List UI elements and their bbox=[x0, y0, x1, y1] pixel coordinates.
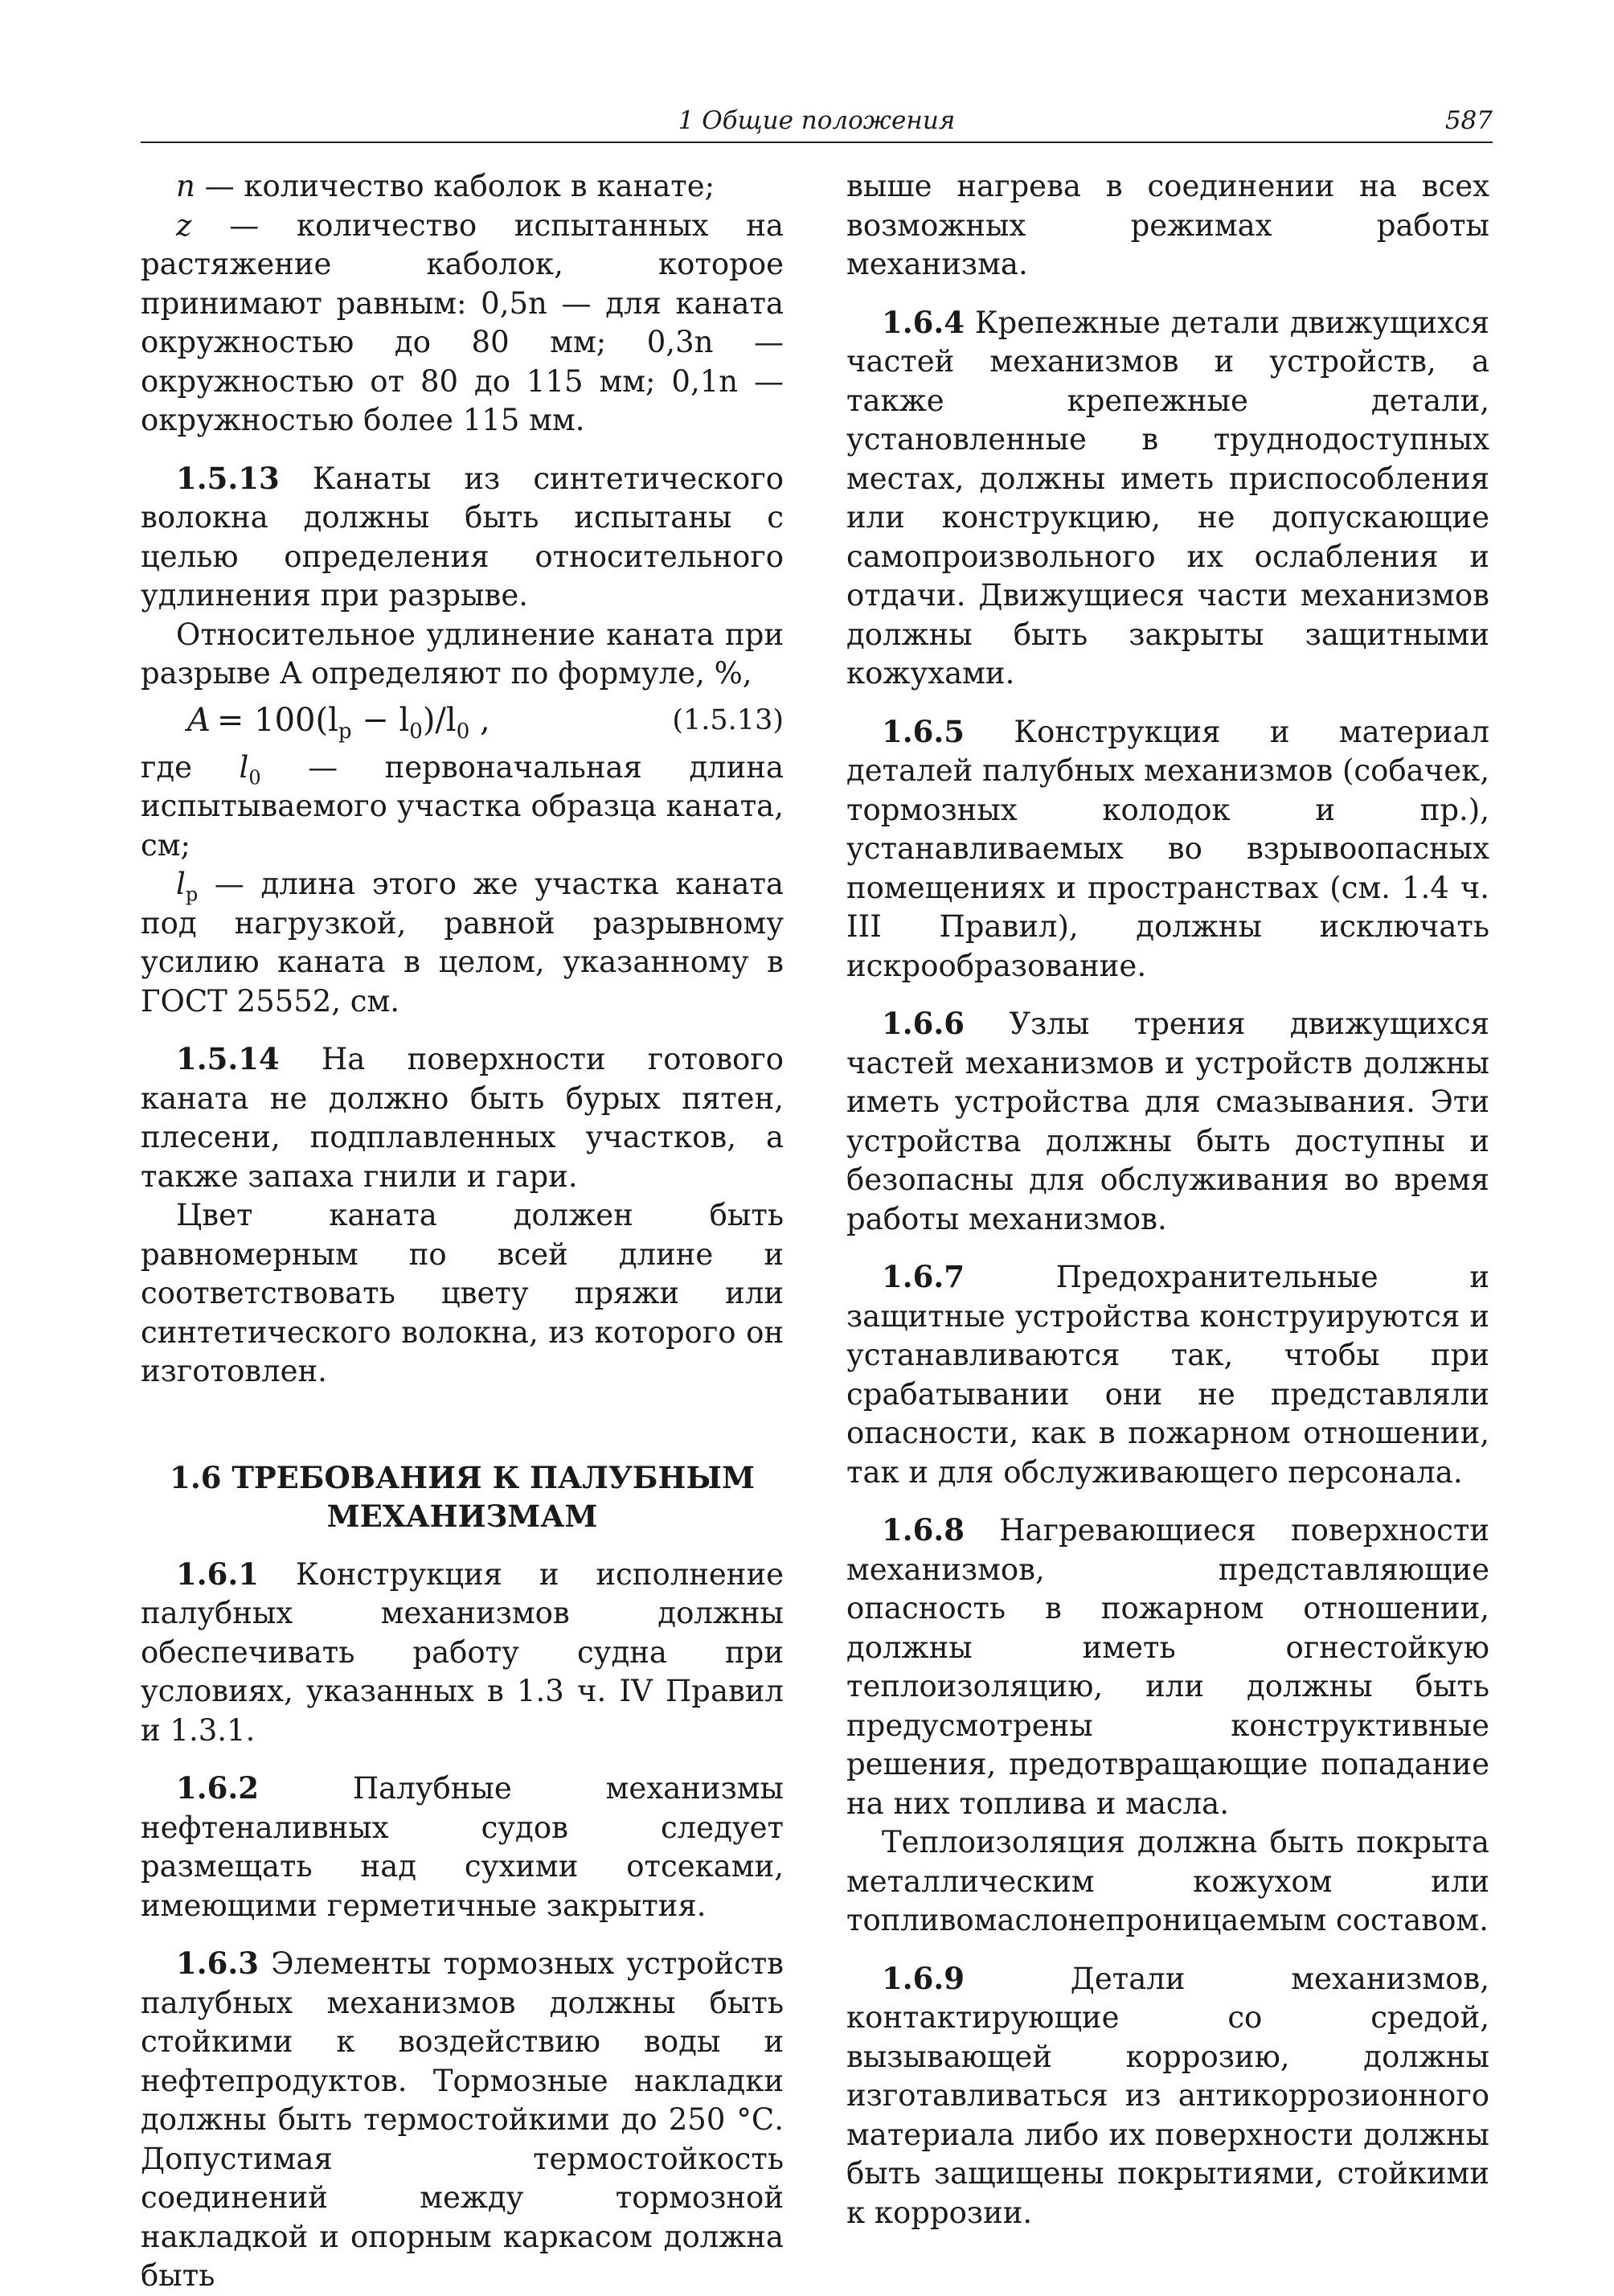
section-number: 1.6.1 bbox=[176, 1556, 259, 1592]
section-number: 1.6.9 bbox=[882, 1960, 965, 1996]
section-text: Детали механизмов, контактирующие со средой, вызывающей коррозию, должны изготавливаться из антикоррозионного материала либо их поверхности должны быть защищены покрытиями, стойкими к коррозии. bbox=[846, 1961, 1489, 2230]
section-text: Конструкция и исполнение палубных механизмов должны обеспечивать работу судна при условиях, указанных в 1.3 ч. IV Правил и 1.3.1. bbox=[141, 1556, 784, 1748]
section-number: 1.6.7 bbox=[882, 1259, 965, 1294]
formula-expression: $A = 100(l_p - l_0)/l_0$ , bbox=[187, 702, 490, 744]
where-lp: $l_p$ — длина этого же участка каната под нагрузкой, равной разрывному усилию каната в целом, указанному в ГОСТ 25552, см. bbox=[141, 867, 784, 1019]
section-1-6-8 bbox=[846, 1511, 1489, 1823]
section-1-6-6 bbox=[846, 1004, 1489, 1239]
section-1-6-5 bbox=[846, 712, 1489, 986]
right-column bbox=[846, 167, 1489, 2232]
header-section-title: 1 Общие положения bbox=[678, 106, 956, 135]
page-number: 587 bbox=[1444, 106, 1493, 135]
formula-1-5-13 bbox=[141, 699, 784, 744]
section-text: Крепежные детали движущихся частей механизмов и устройств, а также крепежные детали, установленные в труднодоступных местах, должны иметь приспособления или конструкцию, не допускающие самопроизвольного их ослабления и отдачи. Движущиеся части механизмов должны быть закрыты защитными кожухами. bbox=[846, 305, 1489, 691]
section-1-6-1 bbox=[141, 1555, 784, 1751]
section-text: Элементы тормозных устройств палубных механизмов должны быть стойкими к воздействию воды и нефтепродуктов. Тормозные накладки должны быть термостойкими до 250 °С. Допустимая термостойкость соединений между тормозной накладкой и опорным каркасом должна быть bbox=[141, 1946, 784, 2293]
section-1-6-2 bbox=[141, 1769, 784, 1925]
section-1-5-13-para2: Относительное удлинение каната при разрыве A определяют по формуле, %, bbox=[141, 617, 784, 691]
section-number: 1.6.3 bbox=[176, 1945, 259, 1981]
definition-n bbox=[141, 167, 784, 207]
section-1-6-3 bbox=[141, 1944, 784, 2296]
section-text: На поверхности готового каната не должно быть бурых пятен, плесени, подплавленных участков, а также запаха гнили и гари. bbox=[141, 1042, 784, 1194]
section-text: Предохранительные и защитные устройства конструируются и устанавливаются так, чтобы при срабатывании они не представляли опасности, как в пожарном отношении, так и для обслуживающего персонала. bbox=[846, 1260, 1489, 1490]
section-1-5-14 bbox=[141, 1039, 784, 1196]
section-text: Нагревающиеся поверхности механизмов, представляющие опасность в пожарном отношении, должны иметь огнестойкую теплоизоляцию, или должны быть предусмотрены конструктивные решения, предотвращающие попадание на них топлива и масла. bbox=[846, 1513, 1489, 1821]
left-column bbox=[141, 167, 784, 2296]
definition-n-text: — количество каболок в канате; bbox=[195, 169, 715, 203]
section-number: 1.6.2 bbox=[176, 1770, 259, 1806]
section-number: 1.5.14 bbox=[176, 1041, 280, 1076]
heading-line-2: МЕХАНИЗМАМ bbox=[326, 1499, 598, 1534]
formula-number: (1.5.13) bbox=[672, 704, 784, 737]
definition-z-text: — количество испытанных на растяжение каболок, которое принимают равным: 0,5n — для каната окружностью до 80 мм; 0,3n — окружностью от 80 до 115 мм; 0,1n — окружностью более 115 мм. bbox=[141, 207, 784, 437]
section-1-6-9 bbox=[846, 1959, 1489, 2233]
section-1-6-4 bbox=[846, 303, 1489, 694]
section-number: 1.6.8 bbox=[882, 1512, 965, 1548]
var-n: n bbox=[176, 169, 195, 203]
section-1-5-13 bbox=[141, 459, 784, 616]
heading-line-1: 1.6 ТРЕБОВАНИЯ К ПАЛУБНЫМ bbox=[170, 1459, 755, 1495]
section-number: 1.6.6 bbox=[882, 1006, 965, 1041]
section-1-6-7 bbox=[846, 1257, 1489, 1492]
section-text: Конструкция и материал деталей палубных механизмов (собачек, тормозных колодок и пр.), устанавливаемых во взрывоопасных помещениях и пространствах (см. 1.4 ч. III Правил), должны исключать искрообразование. bbox=[846, 714, 1489, 983]
where-l0: где $l_0$ — первоначальная длина испытываемого участка образца каната, см; bbox=[141, 749, 784, 863]
section-1-6-3-continued: выше нагрева в соединении на всех возможных режимах работы механизма. bbox=[846, 169, 1489, 281]
section-number: 1.5.13 bbox=[176, 460, 280, 496]
heading-1-6 bbox=[141, 1458, 784, 1536]
definition-z bbox=[141, 207, 784, 441]
section-1-6-8-para2: Теплоизоляция должна быть покрыта металлическим кожухом или топливомаслонепроницаемым составом. bbox=[846, 1825, 1489, 1937]
section-text: Канаты из синтетического волокна должны быть испытаны с целью определения относительного удлинения при разрыве. bbox=[141, 461, 784, 613]
section-number: 1.6.5 bbox=[882, 713, 965, 749]
section-text: Узлы трения движущихся частей механизмов и устройств должны иметь устройства для смазывания. Эти устройства должны быть доступны и безопасны для обслуживания во время работы механизмов. bbox=[846, 1007, 1489, 1236]
section-1-5-14-para2: Цвет каната должен быть равномерным по всей длине и соответствовать цвету пряжи или синтетического волокна, из которого он изготовлен. bbox=[141, 1198, 784, 1388]
var-z: z bbox=[176, 207, 192, 243]
running-header bbox=[141, 103, 1493, 143]
section-text: Палубные механизмы нефтеналивных судов следует размещать над сухими отсеками, имеющими герметичные закрытия. bbox=[141, 1771, 784, 1923]
section-number: 1.6.4 bbox=[882, 304, 965, 340]
